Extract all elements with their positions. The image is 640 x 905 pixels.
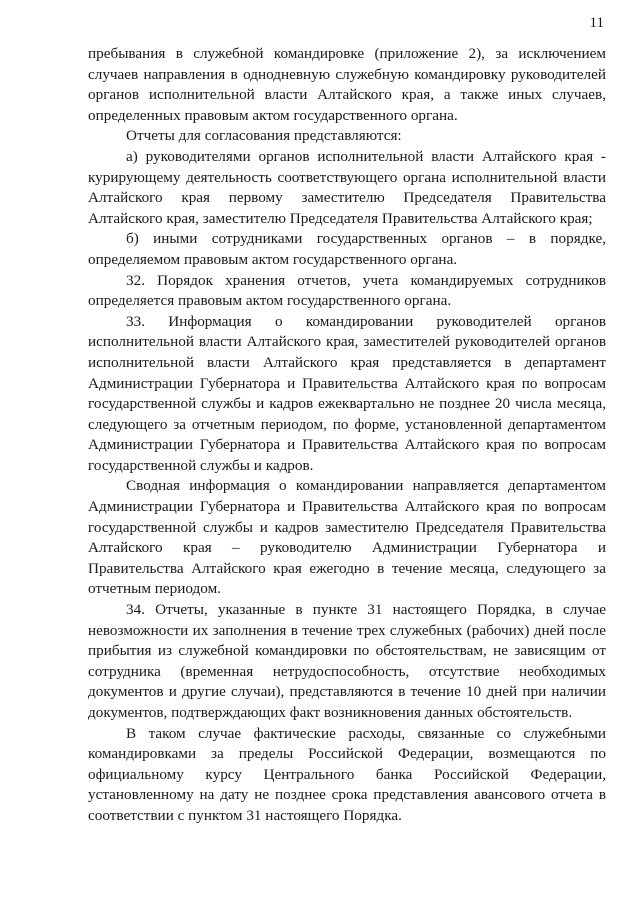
paragraph-actual-expenses: В таком случае фактические расходы, связанные со служебными командировками за пределы Российской Федерации, возмещаются по официальному курсу Центрального банка Российской Федерации, установленному на дату не позднее срока представления авансового отчета в соответствии с пунктом 31 настоящего Порядка.: [88, 724, 606, 824]
paragraph-33: 33. Информация о командировании руководителей органов исполнительной власти Алтайского края, заместителей руководителей органов исполнительной власти Алтайского края представляется в департамент Администрации Губернатора и Правительства Алтайского края по вопросам государственной службы и кадров ежеквартально не позднее 20 числа месяца, следующего за отчетным периодом, по форме, установленной департаментом Администрации Губернатора и Правительства Алтайского края по вопросам государственной службы и кадров.: [88, 312, 606, 474]
document-body: [88, 44, 606, 827]
paragraph-34: 34. Отчеты, указанные в пункте 31 настоящего Порядка, в случае невозможности их заполнения в течение трех служебных (рабочих) дней после прибытия из служебной командировки по обстоятельствам, не зависящим от сотрудника (временная нетрудоспособность, отсутствие необходимых документов и другие случаи), представляются в течение 10 дней при наличии документов, подтверждающих факт возникновения данных обстоятельств.: [88, 601, 606, 721]
page-number: 11: [589, 15, 604, 31]
paragraph-item-b: б) иными сотрудниками государственных органов – в порядке, определяемом правовым актом государственного органа.: [88, 230, 606, 268]
paragraph-reports-intro: Отчеты для согласования представляются:: [126, 127, 402, 145]
paragraph-continuation: пребывания в служебной командировке (приложение 2), за исключением случаев направления в однодневную служебную командировку руководителей органов исполнительной власти Алтайского края, а также иных случаев, определенных правовым актом государственного органа.: [88, 45, 606, 124]
paragraph-32: 32. Порядок хранения отчетов, учета командируемых сотрудников определяется правовым актом государственного органа.: [88, 271, 606, 310]
paragraph-summary-info: Сводная информация о командировании направляется департаментом Администрации Губернатора и Правительства Алтайского края по вопросам государственной службы и кадров заместителю Председателя Правительства Алтайского края – руководителю Администрации Губернатора и Правительства Алтайского края ежегодно в течение месяца, следующего за отчетным периодом.: [88, 477, 606, 598]
paragraph-item-a: а) руководителями органов исполнительной власти Алтайского края - курирующему деятельность соответствующего органа исполнительной власти Алтайского края первому заместителю Председателя Правительства Алтайского края, заместителю Председателя Правительства Алтайского края;: [88, 147, 606, 227]
